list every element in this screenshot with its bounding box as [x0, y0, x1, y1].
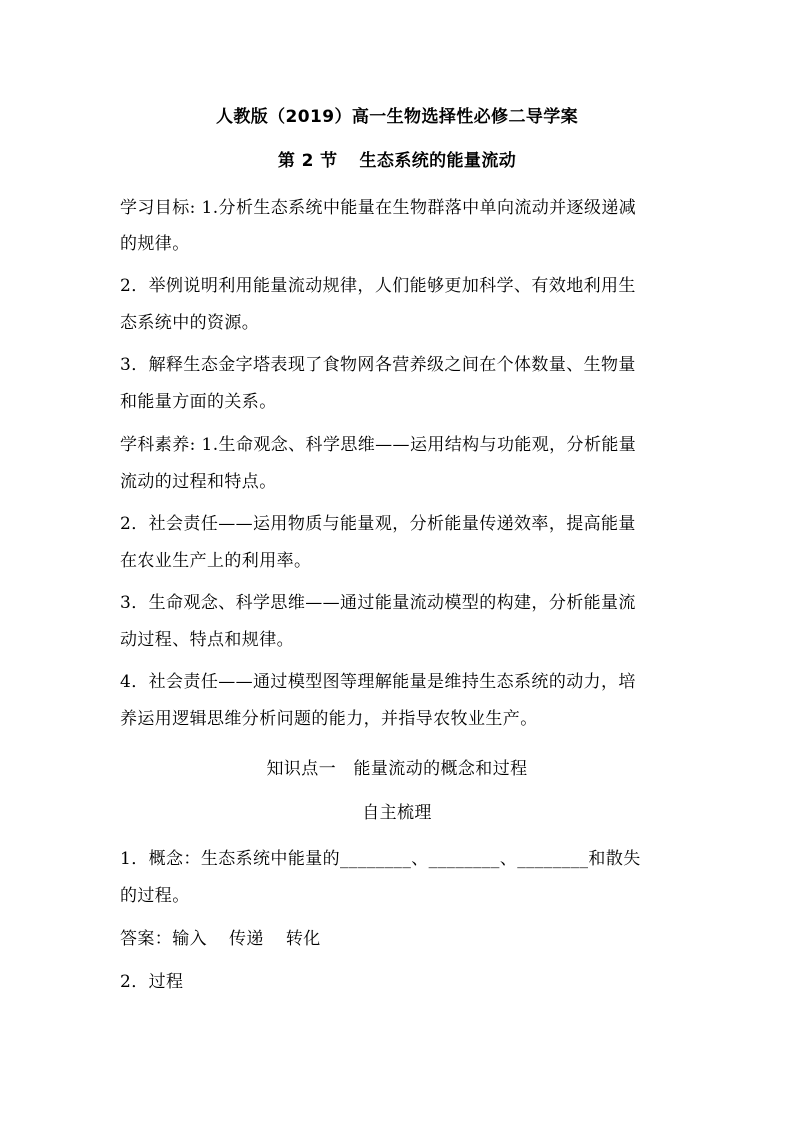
objective-line-1: 学习目标: 1.分析生态系统中能量在生物群落中单向流动并逐级递减 — [120, 198, 637, 218]
subheading: 自主梳理 — [362, 803, 432, 823]
literacy-line-2: 流动的过程和特点。 — [120, 472, 277, 492]
answer-2: 传递 — [229, 929, 264, 949]
literacy-line-5: 3．生命观念、科学思维——通过能量流动模型的构建，分析能量流 — [120, 593, 636, 613]
section-title: 生态系统的能量流动 — [359, 151, 517, 171]
document-title: 人教版（2019）高一生物选择性必修二导学案 — [215, 107, 579, 127]
objective-line-2: 的规律。 — [120, 234, 190, 254]
answer-line — [120, 929, 680, 949]
objective-line-4: 态系统中的资源。 — [120, 313, 260, 333]
concept-line-2: 的过程。 — [120, 886, 190, 906]
section-number: 第 2 节 — [277, 151, 338, 171]
literacy-line-4: 在农业生产上的利用率。 — [120, 551, 312, 571]
objective-line-6: 和能量方面的关系。 — [120, 392, 277, 412]
literacy-line-1: 学科素养: 1.生命观念、科学思维——运用结构与功能观，分析能量 — [120, 435, 637, 455]
knowledge-point-heading: 知识点一 能量流动的概念和过程 — [266, 759, 528, 779]
section-heading — [0, 151, 794, 171]
literacy-line-6: 动过程、特点和规律。 — [120, 630, 294, 650]
concept-line-1: 1．概念：生态系统中能量的________、________、________和散失 — [120, 849, 641, 869]
process-heading: 2．过程 — [120, 972, 184, 992]
objective-line-5: 3．解释生态金字塔表现了食物网各营养级之间在个体数量、生物量 — [120, 355, 636, 375]
literacy-line-3: 2．社会责任——运用物质与能量观，分析能量传递效率，提高能量 — [120, 514, 636, 534]
answer-1: 输入 — [172, 929, 208, 949]
literacy-line-7: 4．社会责任——通过模型图等理解能量是维持生态系统的动力，培 — [120, 672, 636, 692]
answer-3: 转化 — [285, 929, 321, 949]
objective-line-3: 2．举例说明利用能量流动规律，人们能够更加科学、有效地利用生 — [120, 276, 636, 296]
literacy-line-8: 养运用逻辑思维分析问题的能力，并指导农牧业生产。 — [120, 709, 538, 729]
answer-label: 答案： — [120, 929, 173, 949]
